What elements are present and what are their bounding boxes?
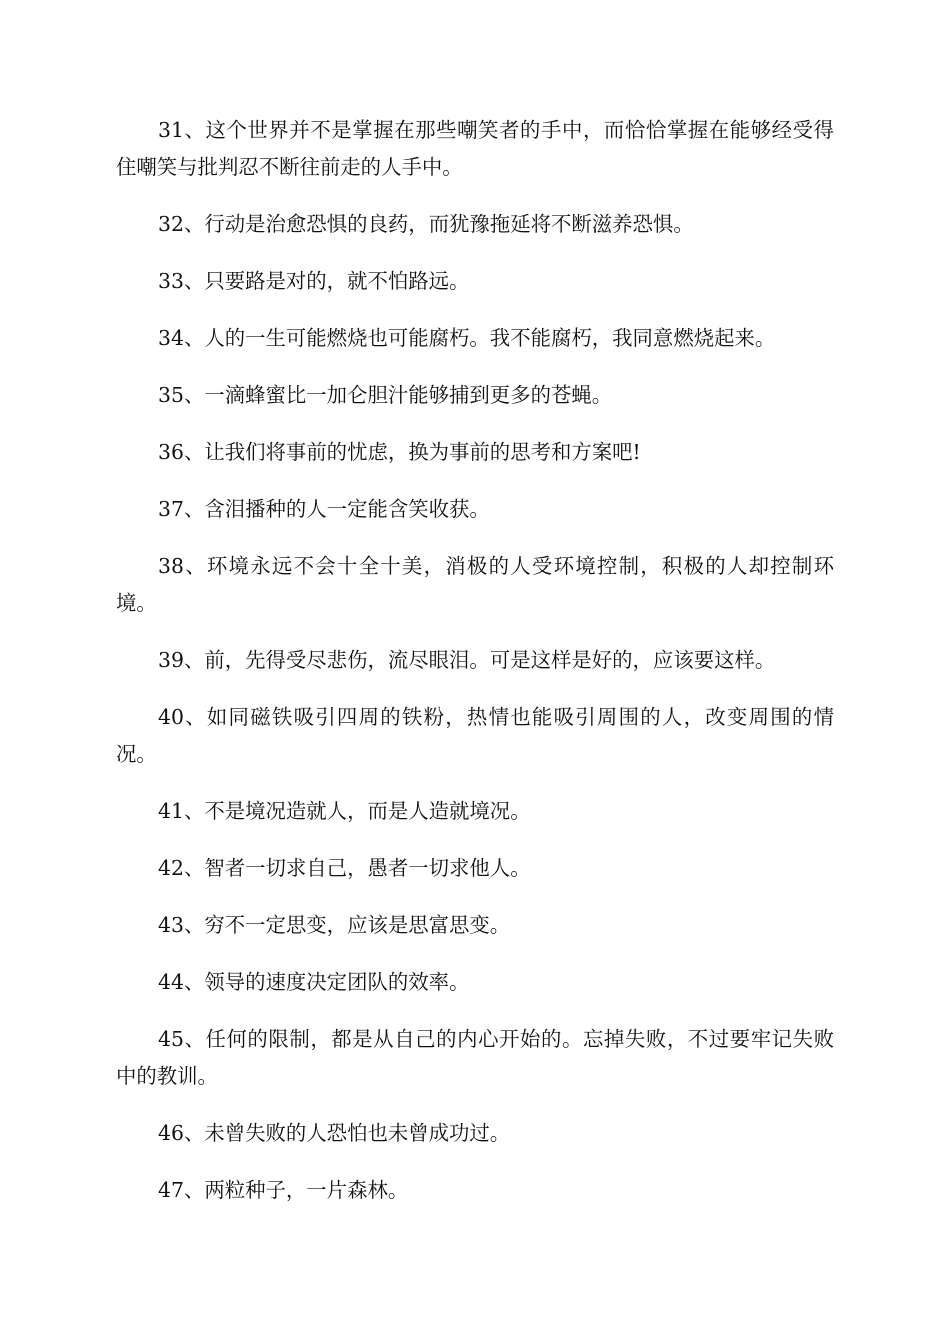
- paragraph-40: 40、如同磁铁吸引四周的铁粉，热情也能吸引周围的人，改变周围的情况。: [116, 705, 834, 766]
- paragraph-31: 31、这个世界并不是掌握在那些嘲笑者的手中，而恰恰掌握在能够经受得住嘲笑与批判忍不断往前走的人手中。: [116, 118, 834, 179]
- paragraph-35: 35、一滴蜂蜜比一加仑胆汁能够捕到更多的苍蝇。: [158, 383, 613, 407]
- paragraph-44: 44、领导的速度决定团队的效率。: [158, 970, 470, 994]
- paragraph-41: 41、不是境况造就人，而是人造就境况。: [158, 799, 531, 823]
- paragraph-46: 46、未曾失败的人恐怕也未曾成功过。: [158, 1121, 511, 1145]
- paragraph-45: 45、任何的限制，都是从自己的内心开始的。忘掉失败，不过要牢记失败中的教训。: [116, 1027, 834, 1088]
- paragraph-38: 38、环境永远不会十全十美，消极的人受环境控制，积极的人却控制环境。: [116, 554, 834, 615]
- paragraph-42: 42、智者一切求自己，愚者一切求他人。: [158, 856, 531, 880]
- paragraph-37: 37、含泪播种的人一定能含笑收获。: [158, 497, 490, 521]
- paragraph-47: 47、两粒种子，一片森林。: [158, 1178, 409, 1202]
- document-body: [116, 112, 834, 1229]
- paragraph-33: 33、只要路是对的，就不怕路远。: [158, 269, 470, 293]
- paragraph-43: 43、穷不一定思变，应该是思富思变。: [158, 913, 511, 937]
- paragraph-34: 34、人的一生可能燃烧也可能腐朽。我不能腐朽，我同意燃烧起来。: [158, 326, 776, 350]
- paragraph-39: 39、前，先得受尽悲伤，流尽眼泪。可是这样是好的，应该要这样。: [158, 648, 776, 672]
- paragraph-36: 36、让我们将事前的忧虑，换为事前的思考和方案吧!: [158, 440, 641, 464]
- paragraph-32: 32、行动是治愈恐惧的良药，而犹豫拖延将不断滋养恐惧。: [158, 212, 694, 236]
